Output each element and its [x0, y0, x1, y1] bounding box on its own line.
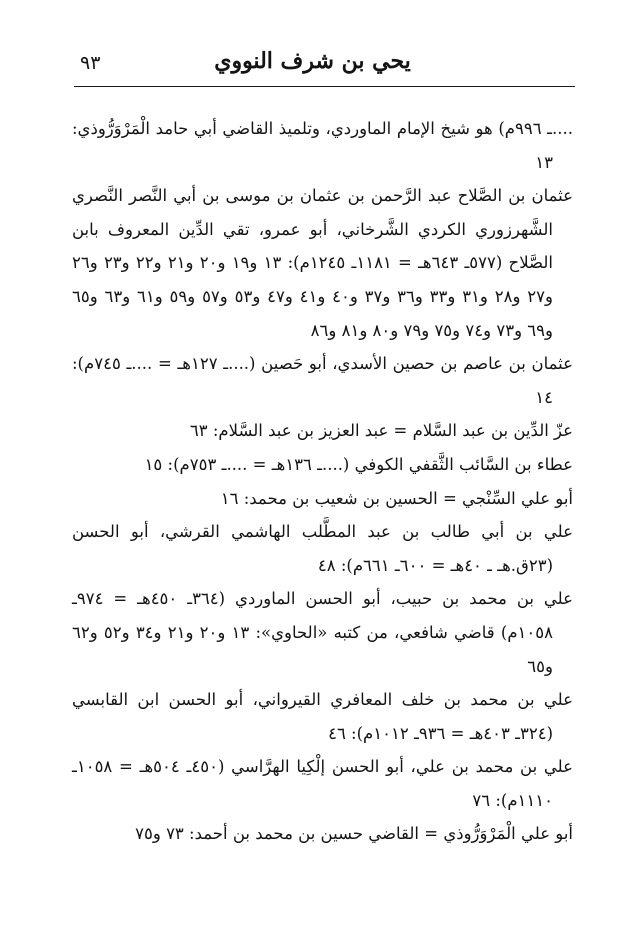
running-title: يحي بن شرف النووي: [214, 48, 411, 74]
index-entry: ....ـ ٩٩٦م) هو شيخ الإمام الماوردي، وتلميذ القاضي أبي حامد الْمَرْوَرُّوذي: ١٣: [72, 119, 573, 172]
index-entries: [72, 112, 573, 851]
header-rule: [74, 86, 575, 87]
index-entry: علي بن محمد بن حبيب، أبو الحسن الماوردي (٣٦٤ـ ٤٥٠هـ = ٩٧٤ـ ١٠٥٨م) قاضي شافعي، من كتبه «الحاوي»: ١٣ و٢٠ و٢١ و٣٤ و٥٢ و٦٢ و٦٥: [72, 589, 573, 676]
index-entry: عزّ الدِّين بن عبد السَّلام = عبد العزيز بن عبد السَّلام: ٦٣: [189, 421, 573, 441]
index-entry: عثمان بن عاصم بن حصين الأسدي، أبو حَصين (....ـ ١٢٧هـ = ....ـ ٧٤٥م): ١٤: [72, 354, 573, 407]
index-entry: أبو علي الْمَرْوَرُّوذي = القاضي حسين بن محمد بن أحمد: ٧٣ و٧٥: [135, 824, 573, 844]
index-entry: عطاء بن السَّائب الثَّقفي الكوفي (....ـ ١٣٦هـ = ....ـ ٧٥٣م): ١٥: [144, 454, 573, 474]
index-entry: علي بن محمد بن خلف المعافري القيرواني، أبو الحسن ابن القابسي (٣٢٤ـ ٤٠٣هـ = ٩٣٦ـ ١٠١٢م): ٤٦: [72, 690, 573, 743]
index-entry: علي بن أبي طالب بن عبد المطَّلب الهاشمي القرشي، أبو الحسن (٢٣ق.هـ ـ ٤٠هـ = ٦٠٠ـ ٦٦١م): ٤٨: [72, 522, 573, 575]
index-entry: أبو علي السِّنْجي = الحسين بن شعيب بن محمد: ١٦: [220, 488, 573, 508]
index-entry: علي بن محمد بن علي، أبو الحسن إلْكِيا الهرَّاسي (٤٥٠ـ ٥٠٤هـ = ١٠٥٨ـ ١١١٠م): ٧٦: [72, 757, 573, 810]
index-entry: عثمان بن الصَّلاح عبد الرَّحمن بن عثمان بن موسى بن أبي النَّصر النَّصري الشَّهرزوري الكردي الشَّرخاني، أبو عمرو، تقي الدِّين المعروف بابن الصَّلاح (٥٧٧ـ ٦٤٣هـ = ١١٨١ـ ١٢٤٥م): ١٣ و١٩ و٢٠ و٢١ و٢٢ و٢٣ و٢٦ و٢٧ و٢٨ و٣١ و٣٣ و٣٦ و٣٧ و٤٠ و٤١ و٤٧ و٥٣ و٥٧ و٥٩ و٦١ و٦٣ و٦٥ و٦٩ و٧٣ و٧٤ و٧٥ و٧٩ و٨٠ و٨١ و٨٦: [72, 186, 573, 340]
page-number: ٩٣: [80, 52, 101, 74]
